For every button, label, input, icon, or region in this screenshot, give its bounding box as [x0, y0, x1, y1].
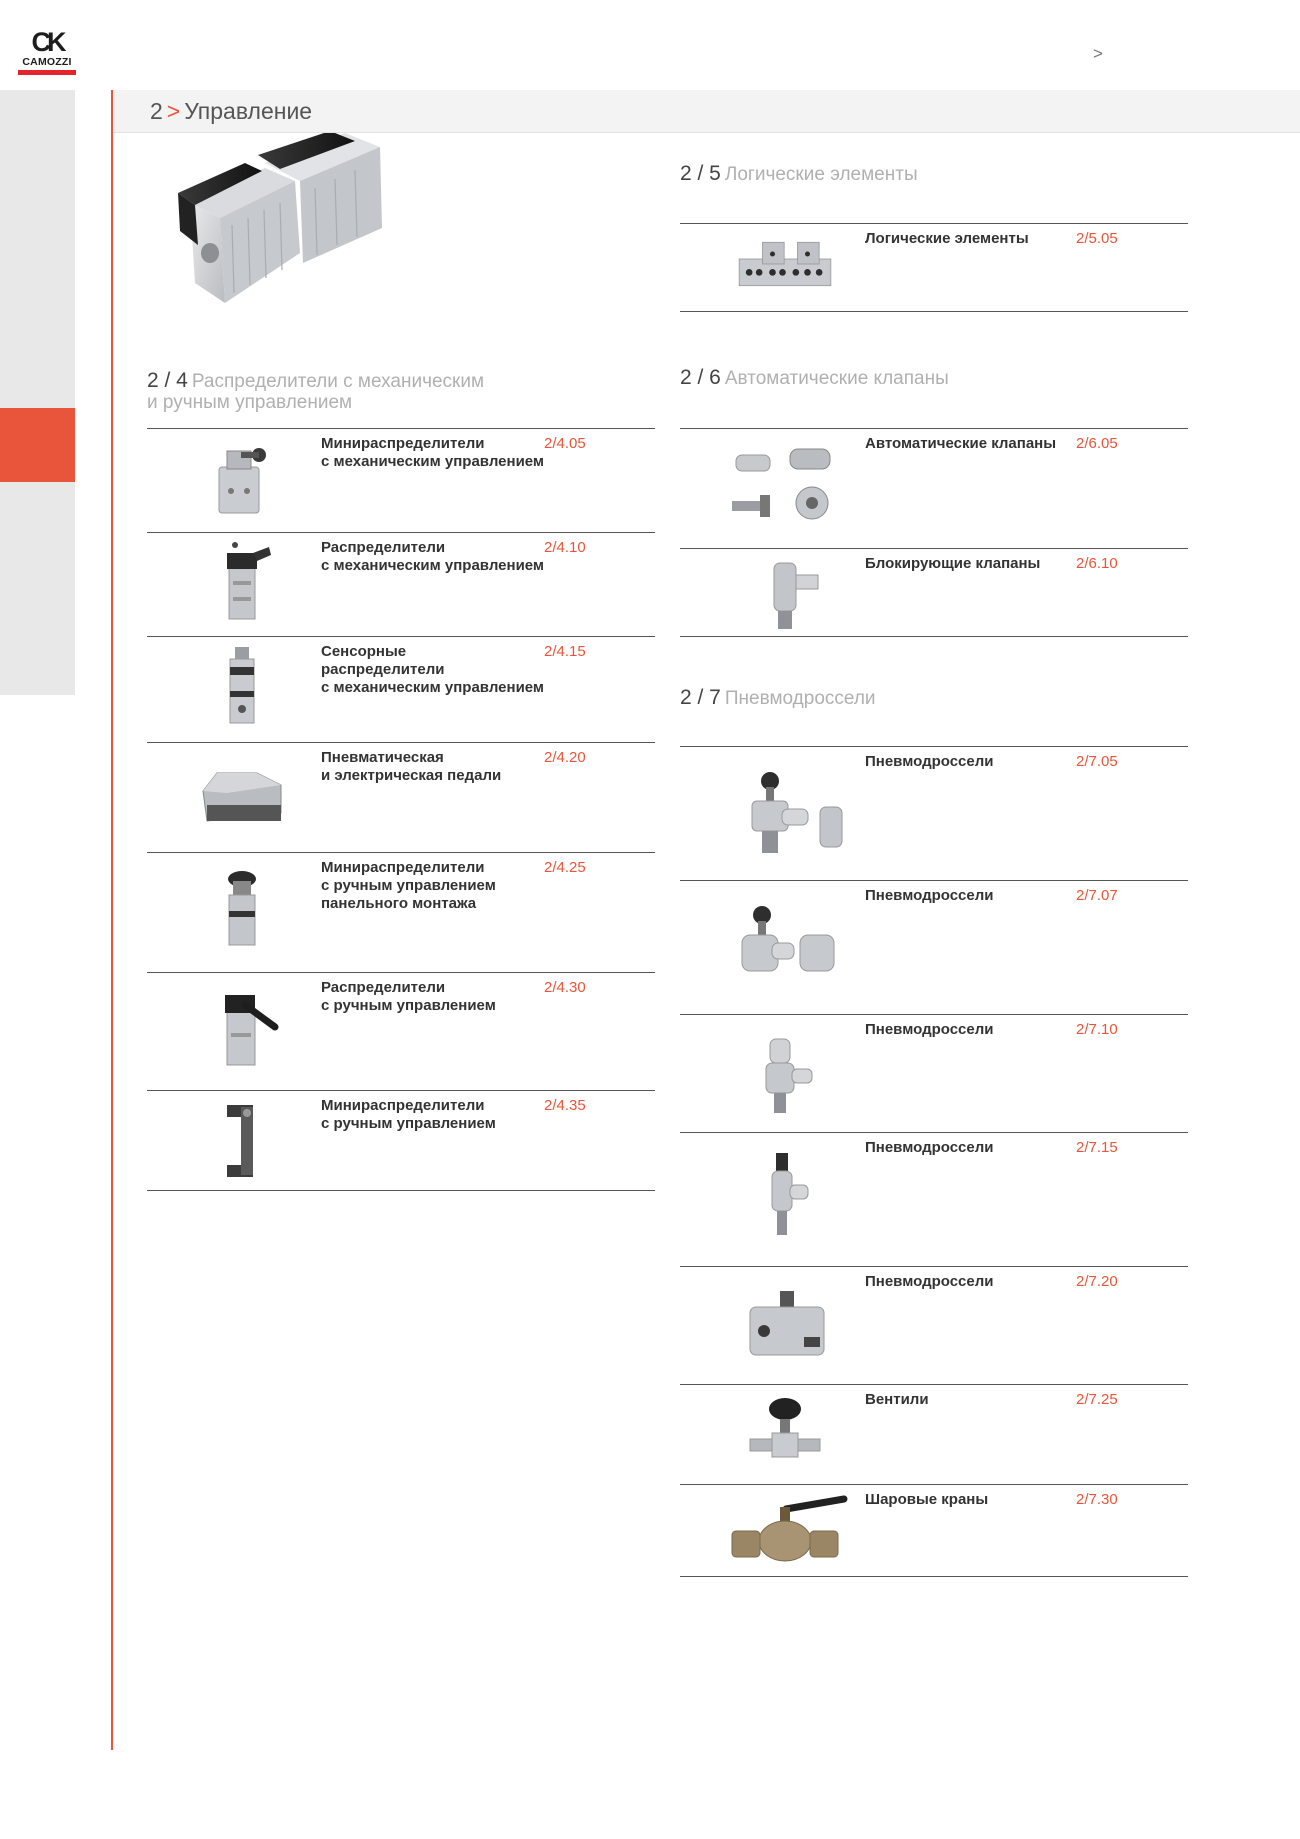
chapter-name: Управление — [184, 98, 313, 124]
mini-manual-valve-image — [197, 1099, 287, 1181]
sidebar-active-tab[interactable] — [0, 408, 75, 482]
panel-mount-button-valve-image — [197, 867, 287, 949]
product-name: Автоматические клапаны — [865, 435, 1057, 452]
product-name: Распределители с ручным управлением — [321, 979, 496, 1014]
mini-mechanical-valve-image — [197, 437, 287, 519]
product-page-code[interactable]: 2/7.20 — [1076, 1273, 1118, 1290]
section-2-6-end-rule — [680, 636, 1188, 637]
product-row-2-7-10[interactable] — [680, 1014, 1188, 1133]
product-name: Минираспределители с ручным управлением — [321, 1097, 496, 1132]
chapter-header — [113, 90, 1300, 133]
product-name: Вентили — [865, 1391, 929, 1408]
section-2-4-title-line2: и ручным управлением — [147, 392, 353, 413]
section-2-5-title: 2 / 5 Логические элементы — [680, 162, 918, 185]
product-page-code[interactable]: 2/7.15 — [1076, 1139, 1118, 1156]
product-row-2-4-25[interactable] — [147, 852, 655, 973]
logic-elements-image — [720, 234, 850, 304]
product-page-code[interactable]: 2/4.35 — [544, 1097, 586, 1114]
product-page-code[interactable]: 2/6.05 — [1076, 435, 1118, 452]
sidebar-tab-strip — [0, 90, 75, 695]
product-page-code[interactable]: 2/7.25 — [1076, 1391, 1118, 1408]
hero-valve-manifold-image — [170, 133, 385, 328]
product-page-code[interactable]: 2/4.25 — [544, 859, 586, 876]
section-2-4-number: 2 / 4 — [147, 369, 188, 392]
flow-control-valve-image — [720, 767, 850, 867]
product-page-code[interactable]: 2/4.15 — [544, 643, 586, 660]
product-page-code[interactable]: 2/4.30 — [544, 979, 586, 996]
product-page-code[interactable]: 2/7.30 — [1076, 1491, 1118, 1508]
product-page-code[interactable]: 2/4.10 — [544, 539, 586, 556]
section-2-5-end-rule — [680, 311, 1188, 312]
chapter-separator: > — [166, 98, 181, 124]
section-2-4-title — [147, 370, 484, 413]
product-row-2-7-07[interactable] — [680, 880, 1188, 1015]
hand-lever-valve-image — [197, 987, 287, 1069]
product-name: Пневмодроссели — [865, 1273, 994, 1290]
product-name: Пневмодроссели — [865, 1139, 994, 1156]
product-name: Пневмодроссели — [865, 887, 994, 904]
product-row-2-7-20[interactable] — [680, 1266, 1188, 1385]
section-2-7-title: 2 / 7 Пневмодроссели — [680, 686, 876, 709]
product-row-2-4-35[interactable] — [147, 1090, 655, 1191]
product-name: Пневматическая и электрическая педали — [321, 749, 502, 784]
product-name: Пневмодроссели — [865, 753, 994, 770]
product-page-code[interactable]: 2/6.10 — [1076, 555, 1118, 572]
product-row-2-7-15[interactable] — [680, 1132, 1188, 1267]
flow-control-valve-image — [720, 1029, 850, 1129]
product-page-code[interactable]: 2/4.05 — [544, 435, 586, 452]
section-2-4-end-rule — [147, 1190, 655, 1191]
product-row-2-5-05[interactable] — [680, 223, 1188, 312]
flow-control-valve-image — [720, 901, 850, 1001]
product-row-2-4-15[interactable] — [147, 636, 655, 743]
chapter-number: 2 — [150, 98, 163, 124]
sensor-valve-image — [197, 645, 287, 727]
product-name: Минираспределители с механическим управлением — [321, 435, 545, 470]
camozzi-logo — [18, 28, 76, 74]
section-2-7-end-rule — [680, 1576, 1188, 1577]
section-2-6-title: 2 / 6 Автоматические клапаны — [680, 366, 949, 389]
flow-control-valve-image — [720, 1149, 850, 1249]
product-row-2-7-30[interactable] — [680, 1484, 1188, 1577]
product-row-2-4-05[interactable] — [147, 428, 655, 533]
product-page-code[interactable]: 2/7.05 — [1076, 753, 1118, 770]
logo-mark: CK — [31, 27, 63, 57]
product-row-2-4-20[interactable] — [147, 742, 655, 853]
ball-valve-image — [720, 1493, 850, 1577]
product-page-code[interactable]: 2/5.05 — [1076, 230, 1118, 247]
product-row-2-7-05[interactable] — [680, 746, 1188, 881]
product-row-2-6-10[interactable] — [680, 548, 1188, 637]
chapter-title — [150, 98, 312, 125]
logo-red-bar — [18, 70, 76, 75]
section-2-6-number: 2 / 6 — [680, 366, 721, 389]
section-2-7-number: 2 / 7 — [680, 686, 721, 709]
product-name: Минираспределители с ручным управлением панельного монтажа — [321, 859, 496, 912]
product-name: Логические элементы — [865, 230, 1029, 247]
logo-wordmark: CAMOZZI — [22, 56, 72, 68]
needle-valve-image — [720, 1395, 850, 1479]
automatic-valves-image — [720, 439, 850, 539]
vertical-accent-line — [111, 90, 113, 1750]
foot-pedal-image — [187, 751, 297, 833]
product-page-code[interactable]: 2/7.10 — [1076, 1021, 1118, 1038]
product-name: Сенсорные распределители с механическим управлением — [321, 643, 545, 696]
product-page-code[interactable]: 2/4.20 — [544, 749, 586, 766]
product-name: Пневмодроссели — [865, 1021, 994, 1038]
product-name: Шаровые краны — [865, 1491, 989, 1508]
mechanical-roller-valve-image — [197, 541, 287, 623]
blocking-valve-image — [720, 557, 850, 641]
product-name: Блокирующие клапаны — [865, 555, 1041, 572]
section-2-4-title-line1: Распределители с механическим — [191, 371, 485, 392]
product-row-2-4-10[interactable] — [147, 532, 655, 637]
product-name: Распределители с механическим управлением — [321, 539, 545, 574]
product-row-2-4-30[interactable] — [147, 972, 655, 1091]
section-2-5-number: 2 / 5 — [680, 162, 721, 185]
product-page-code[interactable]: 2/7.07 — [1076, 887, 1118, 904]
product-row-2-6-05[interactable] — [680, 428, 1188, 549]
product-row-2-7-25[interactable] — [680, 1384, 1188, 1485]
in-line-flow-control-image — [720, 1283, 850, 1383]
next-page-chevron[interactable]: > — [1093, 44, 1103, 63]
